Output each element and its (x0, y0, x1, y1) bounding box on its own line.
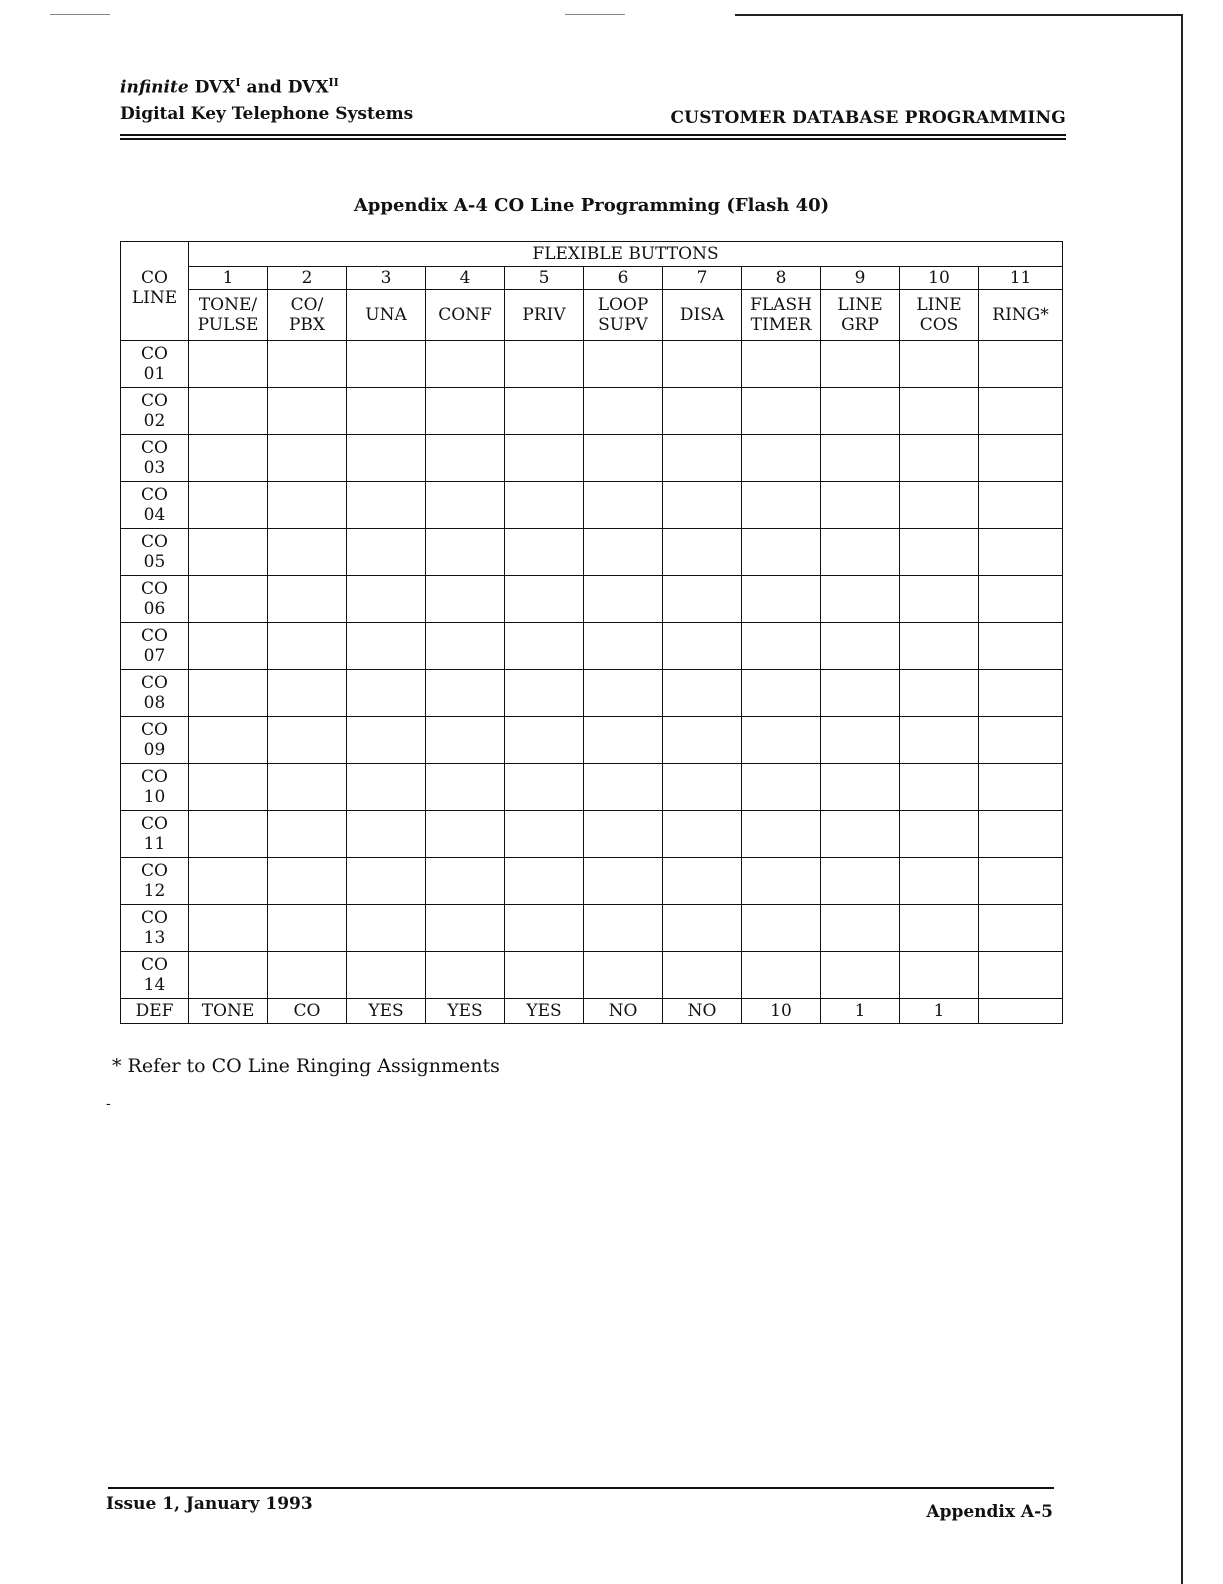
table-row (121, 529, 1063, 576)
column-label-8 (742, 290, 821, 341)
entry-cell[interactable] (742, 388, 821, 435)
entry-cell[interactable] (505, 811, 584, 858)
entry-cell[interactable] (189, 811, 268, 858)
column-label-line2: SUPV (598, 315, 648, 335)
entry-cell[interactable] (347, 858, 426, 905)
entry-cell[interactable] (663, 435, 742, 482)
table-row (121, 388, 1063, 435)
entry-cell[interactable] (347, 341, 426, 388)
row-label-number: 05 (143, 552, 166, 572)
table-row (121, 670, 1063, 717)
entry-cell[interactable] (584, 905, 663, 952)
entry-cell[interactable] (505, 341, 584, 388)
entry-cell[interactable] (900, 905, 979, 952)
entry-cell[interactable] (426, 576, 505, 623)
scan-border-right (1181, 14, 1183, 1584)
entry-cell[interactable] (505, 670, 584, 717)
entry-cell[interactable] (584, 576, 663, 623)
row-label (121, 623, 189, 670)
entry-cell[interactable] (900, 764, 979, 811)
entry-cell[interactable] (505, 905, 584, 952)
entry-cell[interactable] (189, 341, 268, 388)
entry-cell[interactable] (663, 529, 742, 576)
entry-cell[interactable] (742, 341, 821, 388)
entry-cell[interactable] (505, 529, 584, 576)
entry-cell[interactable] (742, 952, 821, 999)
column-label-5 (505, 290, 584, 341)
entry-cell[interactable] (426, 529, 505, 576)
entry-cell[interactable] (189, 482, 268, 529)
row-label-prefix: CO (141, 626, 168, 646)
header-rule (120, 138, 1066, 140)
entry-cell[interactable] (426, 623, 505, 670)
corner-label-co: CO (141, 268, 168, 288)
entry-cell[interactable] (663, 623, 742, 670)
entry-cell[interactable] (821, 952, 900, 999)
entry-cell[interactable] (505, 435, 584, 482)
entry-cell[interactable] (347, 764, 426, 811)
footer-issue: Issue 1, January 1993 (106, 1494, 313, 1514)
entry-cell[interactable] (663, 905, 742, 952)
default-value: NO (584, 999, 663, 1024)
entry-cell[interactable] (742, 717, 821, 764)
entry-cell[interactable] (347, 905, 426, 952)
table-row (121, 341, 1063, 388)
entry-cell[interactable] (268, 952, 347, 999)
column-number-3: 3 (347, 267, 426, 290)
row-label-number: 07 (143, 646, 166, 666)
entry-cell[interactable] (742, 905, 821, 952)
entry-cell[interactable] (584, 717, 663, 764)
entry-cell[interactable] (900, 623, 979, 670)
entry-cell[interactable] (663, 576, 742, 623)
row-label-prefix: CO (141, 532, 168, 552)
entry-cell[interactable] (900, 482, 979, 529)
column-number-9: 9 (821, 267, 900, 290)
entry-cell[interactable] (900, 529, 979, 576)
entry-cell[interactable] (821, 341, 900, 388)
column-label-6 (584, 290, 663, 341)
corner-label-line: LINE (131, 288, 178, 308)
brand-sup2: II (328, 76, 339, 89)
entry-cell[interactable] (663, 858, 742, 905)
entry-cell[interactable] (900, 858, 979, 905)
column-label-line1: LOOP (597, 295, 649, 315)
entry-cell[interactable] (426, 482, 505, 529)
column-label-line1: RING* (992, 305, 1049, 325)
entry-cell[interactable] (189, 435, 268, 482)
entry-cell[interactable] (821, 388, 900, 435)
row-label-number: 12 (143, 881, 166, 901)
default-value: NO (663, 999, 742, 1024)
entry-cell[interactable] (426, 764, 505, 811)
entry-cell[interactable] (268, 435, 347, 482)
column-label-2 (268, 290, 347, 341)
header-rule (120, 134, 1066, 136)
header-subtitle: Digital Key Telephone Systems (120, 104, 414, 124)
entry-cell[interactable] (742, 764, 821, 811)
row-label (121, 764, 189, 811)
column-label-line2: GRP (841, 315, 879, 335)
entry-cell[interactable] (268, 858, 347, 905)
column-label-3 (347, 290, 426, 341)
row-label (121, 858, 189, 905)
column-number-10: 10 (900, 267, 979, 290)
entry-cell[interactable] (505, 482, 584, 529)
table-row (121, 811, 1063, 858)
entry-cell[interactable] (347, 529, 426, 576)
stray-mark: - (106, 1096, 111, 1112)
column-label-11 (979, 290, 1063, 341)
column-label-line1: UNA (365, 305, 407, 325)
entry-cell[interactable] (426, 435, 505, 482)
default-value: 1 (821, 999, 900, 1024)
column-label-line1: CONF (438, 305, 492, 325)
entry-cell[interactable] (663, 811, 742, 858)
entry-cell[interactable] (742, 858, 821, 905)
column-label-line2: PULSE (197, 315, 259, 335)
entry-cell[interactable] (821, 905, 900, 952)
entry-cell[interactable] (189, 717, 268, 764)
row-label (121, 388, 189, 435)
column-label-line1: DISA (679, 305, 725, 325)
entry-cell[interactable] (347, 435, 426, 482)
default-value: YES (426, 999, 505, 1024)
row-label-prefix: CO (141, 344, 168, 364)
row-label (121, 341, 189, 388)
entry-cell[interactable] (900, 952, 979, 999)
entry-cell[interactable] (347, 388, 426, 435)
entry-cell[interactable] (505, 717, 584, 764)
brand-dvx2: DVX (287, 77, 329, 98)
footnote: * Refer to CO Line Ringing Assignments (112, 1055, 500, 1077)
entry-cell[interactable] (189, 576, 268, 623)
row-label-prefix: CO (141, 908, 168, 928)
entry-cell[interactable] (268, 670, 347, 717)
column-label-10 (900, 290, 979, 341)
table-row (121, 858, 1063, 905)
entry-cell[interactable] (584, 482, 663, 529)
entry-cell[interactable] (979, 576, 1063, 623)
column-label-row (121, 290, 1063, 341)
column-number-7: 7 (663, 267, 742, 290)
entry-cell[interactable] (742, 670, 821, 717)
column-label-line2: COS (919, 315, 959, 335)
entry-cell[interactable] (663, 670, 742, 717)
entry-cell[interactable] (347, 482, 426, 529)
footer-page-number: Appendix A-5 (926, 1502, 1053, 1522)
row-label (121, 905, 189, 952)
corner-header (121, 242, 189, 341)
entry-cell[interactable] (268, 905, 347, 952)
column-number-11: 11 (979, 267, 1063, 290)
entry-cell[interactable] (584, 670, 663, 717)
column-number-row (121, 267, 1063, 290)
header-section: CUSTOMER DATABASE PROGRAMMING (670, 108, 1066, 128)
table-row (121, 717, 1063, 764)
entry-cell[interactable] (663, 764, 742, 811)
default-row-label: DEF (121, 999, 189, 1024)
column-label-line1: PRIV (522, 305, 566, 325)
entry-cell[interactable] (426, 858, 505, 905)
entry-cell[interactable] (979, 952, 1063, 999)
entry-cell[interactable] (979, 858, 1063, 905)
co-line-programming-table (120, 241, 1063, 1024)
row-label (121, 811, 189, 858)
column-label-line2: PBX (288, 315, 326, 335)
entry-cell[interactable] (189, 529, 268, 576)
row-label-prefix: CO (141, 438, 168, 458)
column-label-4 (426, 290, 505, 341)
column-label-9 (821, 290, 900, 341)
entry-cell[interactable] (426, 388, 505, 435)
entry-cell[interactable] (979, 811, 1063, 858)
entry-cell[interactable] (821, 482, 900, 529)
entry-cell[interactable] (505, 576, 584, 623)
column-label-line1: LINE (837, 295, 883, 315)
entry-cell[interactable] (821, 435, 900, 482)
entry-cell[interactable] (821, 858, 900, 905)
scan-dash (565, 14, 625, 15)
product-name (120, 76, 1066, 102)
entry-cell[interactable] (979, 435, 1063, 482)
row-label-prefix: CO (141, 579, 168, 599)
row-label-prefix: CO (141, 391, 168, 411)
entry-cell[interactable] (426, 811, 505, 858)
entry-cell[interactable] (584, 623, 663, 670)
row-label-prefix: CO (141, 485, 168, 505)
default-value: YES (505, 999, 584, 1024)
entry-cell[interactable] (584, 388, 663, 435)
entry-cell[interactable] (900, 576, 979, 623)
row-label-number: 02 (143, 411, 166, 431)
scan-border-top (735, 14, 1183, 16)
entry-cell[interactable] (900, 435, 979, 482)
default-value (979, 999, 1063, 1024)
entry-cell[interactable] (821, 623, 900, 670)
entry-cell[interactable] (268, 811, 347, 858)
entry-cell[interactable] (347, 811, 426, 858)
row-label (121, 529, 189, 576)
entry-cell[interactable] (268, 529, 347, 576)
page-title: Appendix A-4 CO Line Programming (Flash 40) (353, 195, 830, 216)
entry-cell[interactable] (742, 576, 821, 623)
default-row (121, 999, 1063, 1024)
brand-sup1: I (235, 76, 241, 89)
row-label-prefix: CO (141, 767, 168, 787)
column-label-line2: TIMER (750, 315, 812, 335)
row-label-prefix: CO (141, 720, 168, 740)
flexible-buttons-header: FLEXIBLE BUTTONS (189, 242, 1063, 267)
entry-cell[interactable] (584, 341, 663, 388)
default-value: YES (347, 999, 426, 1024)
default-value: 10 (742, 999, 821, 1024)
entry-cell[interactable] (900, 717, 979, 764)
default-value: TONE (189, 999, 268, 1024)
entry-cell[interactable] (584, 952, 663, 999)
entry-cell[interactable] (979, 388, 1063, 435)
footer-rule (108, 1487, 1054, 1489)
entry-cell[interactable] (742, 811, 821, 858)
entry-cell[interactable] (821, 670, 900, 717)
entry-cell[interactable] (189, 952, 268, 999)
entry-cell[interactable] (663, 388, 742, 435)
column-label-line1: CO/ (290, 295, 324, 315)
row-label (121, 482, 189, 529)
row-label-number: 14 (143, 975, 166, 995)
page-header (120, 76, 1066, 130)
entry-cell[interactable] (584, 764, 663, 811)
entry-cell[interactable] (426, 952, 505, 999)
entry-cell[interactable] (900, 670, 979, 717)
entry-cell[interactable] (979, 670, 1063, 717)
row-label-number: 09 (143, 740, 166, 760)
entry-cell[interactable] (347, 623, 426, 670)
entry-cell[interactable] (189, 858, 268, 905)
default-value: 1 (900, 999, 979, 1024)
entry-cell[interactable] (505, 764, 584, 811)
entry-cell[interactable] (742, 529, 821, 576)
entry-cell[interactable] (821, 811, 900, 858)
entry-cell[interactable] (979, 764, 1063, 811)
row-label-number: 11 (143, 834, 166, 854)
column-number-2: 2 (268, 267, 347, 290)
column-label-7 (663, 290, 742, 341)
entry-cell[interactable] (505, 858, 584, 905)
table-row (121, 576, 1063, 623)
entry-cell[interactable] (584, 858, 663, 905)
table-row (121, 952, 1063, 999)
entry-cell[interactable] (505, 388, 584, 435)
entry-cell[interactable] (821, 576, 900, 623)
entry-cell[interactable] (268, 576, 347, 623)
entry-cell[interactable] (268, 341, 347, 388)
entry-cell[interactable] (821, 717, 900, 764)
column-label-line1: TONE/ (198, 295, 258, 315)
column-label-1 (189, 290, 268, 341)
row-label (121, 576, 189, 623)
column-number-6: 6 (584, 267, 663, 290)
entry-cell[interactable] (347, 952, 426, 999)
entry-cell[interactable] (505, 952, 584, 999)
entry-cell[interactable] (426, 717, 505, 764)
row-label-prefix: CO (141, 814, 168, 834)
entry-cell[interactable] (584, 811, 663, 858)
entry-cell[interactable] (426, 905, 505, 952)
column-number-5: 5 (505, 267, 584, 290)
entry-cell[interactable] (663, 341, 742, 388)
entry-cell[interactable] (663, 952, 742, 999)
brand-dvx1: DVX (194, 77, 236, 98)
entry-cell[interactable] (821, 529, 900, 576)
table-row (121, 482, 1063, 529)
entry-cell[interactable] (979, 482, 1063, 529)
row-label-number: 01 (143, 364, 166, 384)
entry-cell[interactable] (821, 764, 900, 811)
entry-cell[interactable] (663, 482, 742, 529)
row-label-number: 08 (143, 693, 166, 713)
entry-cell[interactable] (979, 905, 1063, 952)
row-label (121, 952, 189, 999)
column-label-line1: FLASH (750, 295, 812, 315)
entry-cell[interactable] (505, 623, 584, 670)
entry-cell[interactable] (268, 388, 347, 435)
entry-cell[interactable] (189, 623, 268, 670)
row-label (121, 670, 189, 717)
row-label-prefix: CO (141, 861, 168, 881)
entry-cell[interactable] (584, 435, 663, 482)
entry-cell[interactable] (979, 623, 1063, 670)
default-value: CO (268, 999, 347, 1024)
row-label-prefix: CO (141, 673, 168, 693)
entry-cell[interactable] (584, 529, 663, 576)
table-row (121, 435, 1063, 482)
entry-cell[interactable] (347, 576, 426, 623)
entry-cell[interactable] (189, 905, 268, 952)
column-number-1: 1 (189, 267, 268, 290)
table-row (121, 623, 1063, 670)
row-label-number: 04 (143, 505, 166, 525)
entry-cell[interactable] (189, 670, 268, 717)
column-number-4: 4 (426, 267, 505, 290)
entry-cell[interactable] (979, 717, 1063, 764)
entry-cell[interactable] (979, 341, 1063, 388)
brand-italic: infinite (120, 77, 189, 98)
column-label-line1: LINE (916, 295, 962, 315)
entry-cell[interactable] (426, 670, 505, 717)
brand-and: and (246, 77, 282, 98)
row-label (121, 717, 189, 764)
entry-cell[interactable] (742, 435, 821, 482)
entry-cell[interactable] (347, 670, 426, 717)
row-label-number: 13 (143, 928, 166, 948)
entry-cell[interactable] (426, 341, 505, 388)
entry-cell[interactable] (189, 764, 268, 811)
row-label-number: 03 (143, 458, 166, 478)
row-label-number: 10 (143, 787, 166, 807)
entry-cell[interactable] (742, 482, 821, 529)
entry-cell[interactable] (268, 482, 347, 529)
column-number-8: 8 (742, 267, 821, 290)
table-row (121, 905, 1063, 952)
entry-cell[interactable] (900, 811, 979, 858)
entry-cell[interactable] (189, 388, 268, 435)
entry-cell[interactable] (900, 388, 979, 435)
row-label-prefix: CO (141, 955, 168, 975)
scan-dash (50, 14, 110, 15)
table-row (121, 764, 1063, 811)
entry-cell[interactable] (268, 764, 347, 811)
entry-cell[interactable] (663, 717, 742, 764)
entry-cell[interactable] (268, 623, 347, 670)
entry-cell[interactable] (268, 717, 347, 764)
entry-cell[interactable] (900, 341, 979, 388)
row-label (121, 435, 189, 482)
entry-cell[interactable] (979, 529, 1063, 576)
entry-cell[interactable] (347, 717, 426, 764)
entry-cell[interactable] (742, 623, 821, 670)
row-label-number: 06 (143, 599, 166, 619)
